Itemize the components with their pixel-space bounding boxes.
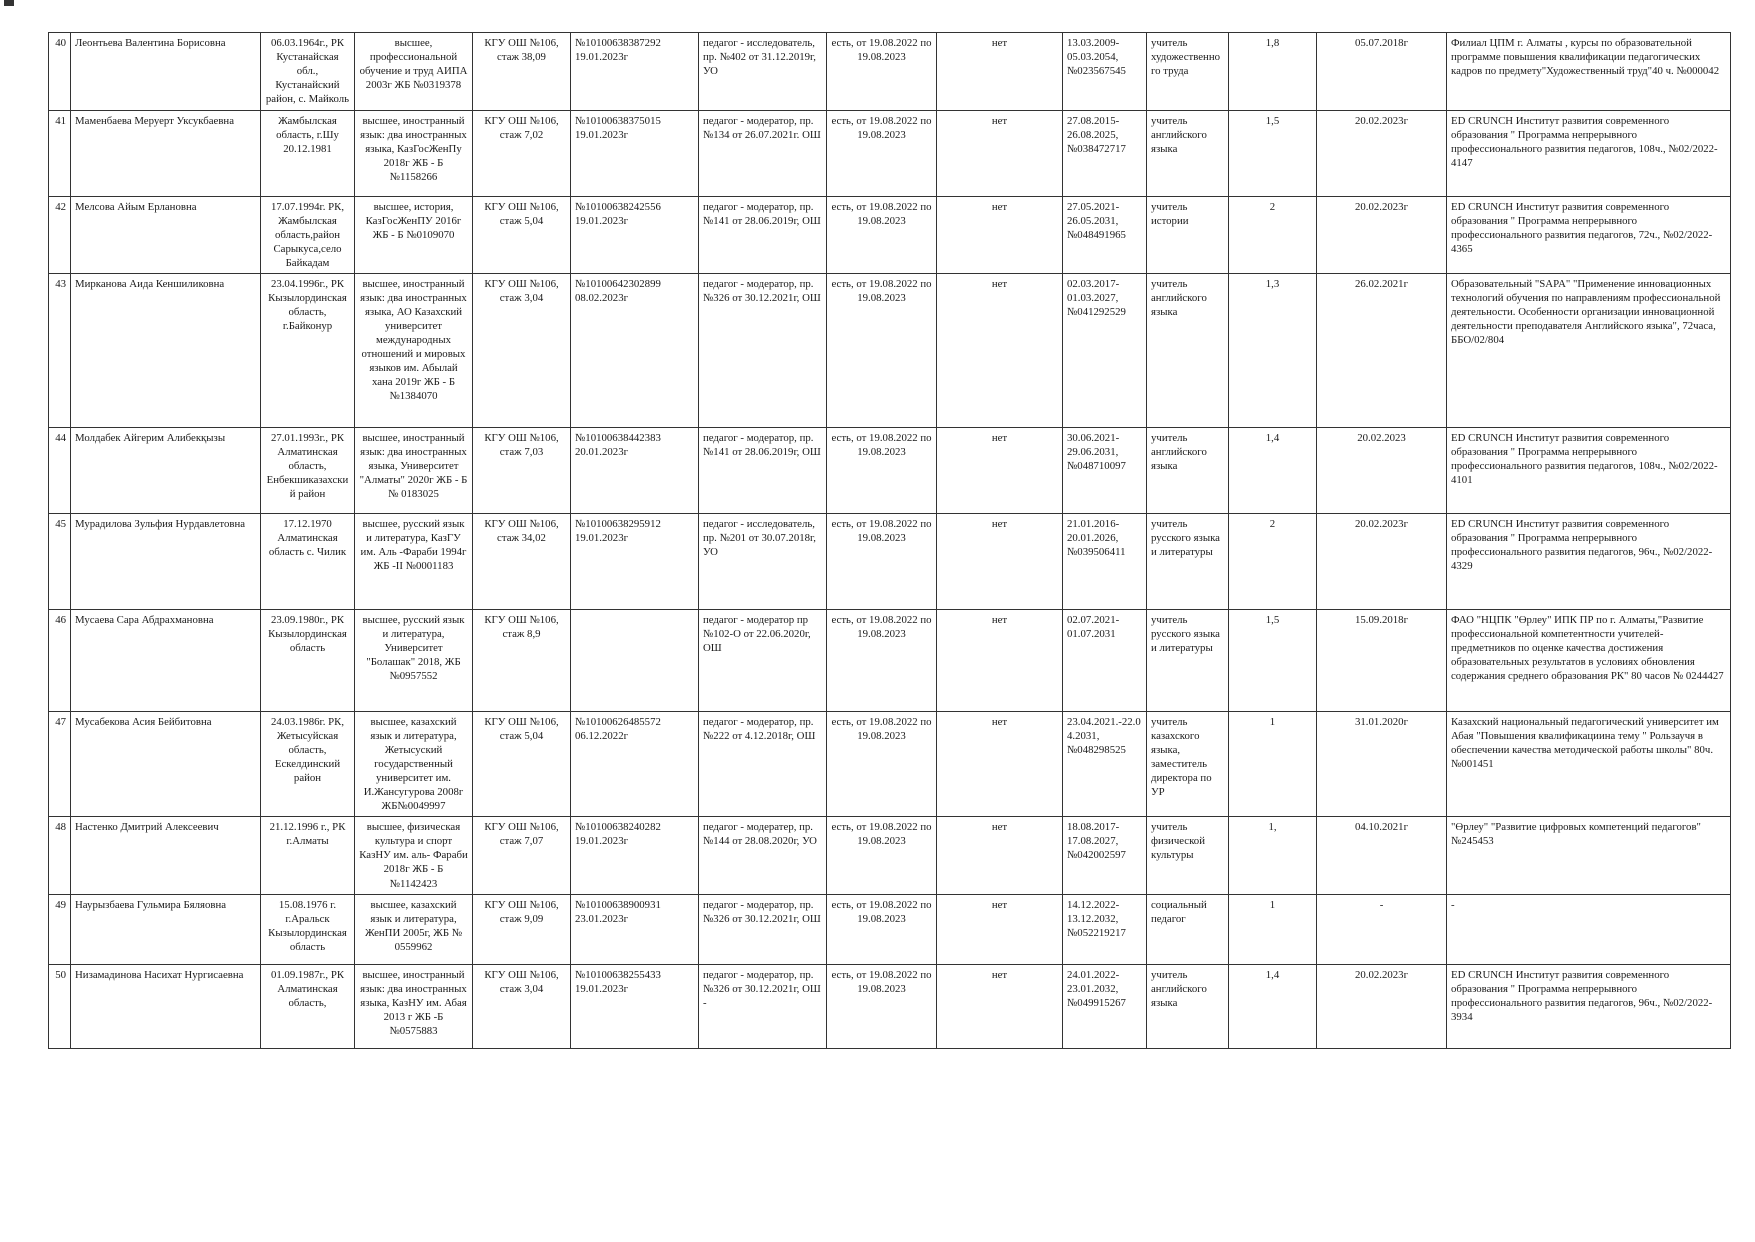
cell-retraining: нет — [937, 111, 1063, 197]
cell-qualification: педагог - модератор пр №102-О от 22.06.2020г, ОШ — [699, 610, 827, 712]
cell-retraining: нет — [937, 428, 1063, 514]
table-row — [49, 514, 1731, 610]
cell-certificate: есть, от 19.08.2022 по 19.08.2023 — [827, 894, 937, 964]
cell-org: КГУ ОШ №106, стаж 9,09 — [473, 894, 571, 964]
cell-birth: 23.09.1980г., РК Кызылординская область — [261, 610, 355, 712]
cell-education: высшее, иностранный язык: два иностранных языка, Университет "Алматы" 2020г ЖБ - Б № 0183025 — [355, 428, 473, 514]
cell-diploma: 18.08.2017-17.08.2027, №042002597 — [1063, 817, 1147, 894]
cell-specialty: учитель казахского языка, заместитель директора по УР — [1147, 712, 1229, 817]
cell-courses: ФАО "НЦПК "Өрлеу" ИПК ПР по г. Алматы,"Развитие профессиональной компетентности учителей-предметников по оценке качества достижения образовательных результатов в условиях обновления содержания среднего образования РК" 80 часов № 0244427 — [1447, 610, 1731, 712]
cell-retraining: нет — [937, 610, 1063, 712]
staff-table — [48, 32, 1731, 1049]
cell-birth: 17.12.1970 Алматинская область с. Чилик — [261, 514, 355, 610]
cell-diploma: 13.03.2009-05.03.2054, №023567545 — [1063, 33, 1147, 111]
cell-category: №10100638240282 19.01.2023г — [571, 817, 699, 894]
cell-num: 41 — [49, 111, 71, 197]
cell-birth: 21.12.1996 г., РК г.Алматы — [261, 817, 355, 894]
cell-specialty: учитель английского языка — [1147, 111, 1229, 197]
cell-certificate: есть, от 19.08.2022 по 19.08.2023 — [827, 712, 937, 817]
cell-education: высшее, русский язык и литература, Университет "Болашак" 2018, ЖБ №0957552 — [355, 610, 473, 712]
cell-qualification: педагог - модератор, пр. №326 от 30.12.2021г, ОШ — [699, 894, 827, 964]
cell-birth: 15.08.1976 г. г.Аральск Кызылординская область — [261, 894, 355, 964]
cell-name: Молдабек Айгерим Алибекқызы — [71, 428, 261, 514]
cell-certificate: есть, от 19.08.2022 по 19.08.2023 — [827, 428, 937, 514]
cell-name: Мирканова Аида Кеншиликовна — [71, 274, 261, 428]
cell-category: №10100626485572 06.12.2022г — [571, 712, 699, 817]
cell-course-date: 20.02.2023г — [1317, 514, 1447, 610]
table-row — [49, 274, 1731, 428]
cell-retraining: нет — [937, 817, 1063, 894]
cell-birth: 24.03.1986г. РК, Жетысуйская область, Ескелдинский район — [261, 712, 355, 817]
cell-num: 44 — [49, 428, 71, 514]
cell-diploma: 23.04.2021.-22.04.2031, №048298525 — [1063, 712, 1147, 817]
cell-retraining: нет — [937, 894, 1063, 964]
cell-org: КГУ ОШ №106, стаж 38,09 — [473, 33, 571, 111]
cell-course-date: 20.02.2023г — [1317, 197, 1447, 274]
cell-hours: 1 — [1229, 894, 1317, 964]
cell-education: высшее, физическая культура и спорт КазНУ им. аль- Фараби 2018г ЖБ - Б №1142423 — [355, 817, 473, 894]
cell-courses: "Өрлеу" "Развитие цифровых компетенций педагогов" №245453 — [1447, 817, 1731, 894]
cell-num: 50 — [49, 964, 71, 1048]
table-row — [49, 964, 1731, 1048]
cell-org: КГУ ОШ №106, стаж 34,02 — [473, 514, 571, 610]
cell-education: высшее, иностранный язык: два иностранных языка, КазГосЖенПу 2018г ЖБ - Б №1158266 — [355, 111, 473, 197]
table-row — [49, 894, 1731, 964]
cell-diploma: 02.03.2017-01.03.2027, №041292529 — [1063, 274, 1147, 428]
scan-corner-mark — [4, 0, 14, 6]
cell-hours: 1,8 — [1229, 33, 1317, 111]
cell-birth: 23.04.1996г., РК Кызылординская область, г.Байконур — [261, 274, 355, 428]
cell-certificate: есть, от 19.08.2022 по 19.08.2023 — [827, 197, 937, 274]
cell-category: №10100638387292 19.01.2023г — [571, 33, 699, 111]
cell-hours: 1, — [1229, 817, 1317, 894]
cell-course-date: 26.02.2021г — [1317, 274, 1447, 428]
cell-certificate: есть, от 19.08.2022 по 19.08.2023 — [827, 610, 937, 712]
cell-courses: ED CRUNCH Институт развития современного образования " Программа непрерывного профессионального развития педагогов, 96ч., №02/2022-3934 — [1447, 964, 1731, 1048]
cell-hours: 1,5 — [1229, 610, 1317, 712]
cell-specialty: социальный педагог — [1147, 894, 1229, 964]
cell-qualification: педагог - модератор, пр. №141 от 28.06.2019г, ОШ — [699, 428, 827, 514]
cell-specialty: учитель английского языка — [1147, 428, 1229, 514]
cell-name: Леонтьева Валентина Борисовна — [71, 33, 261, 111]
cell-category: №10100638295912 19.01.2023г — [571, 514, 699, 610]
cell-category: №10100638255433 19.01.2023г — [571, 964, 699, 1048]
cell-name: Мурадилова Зульфия Нурдавлетовна — [71, 514, 261, 610]
cell-birth: 17.07.1994г. РК, Жамбылская область,район Сарыкуса,село Байкадам — [261, 197, 355, 274]
cell-org: КГУ ОШ №106, стаж 3,04 — [473, 964, 571, 1048]
cell-qualification: педагог - модератор, пр. №141 от 28.06.2019г, ОШ — [699, 197, 827, 274]
cell-retraining: нет — [937, 33, 1063, 111]
cell-num: 49 — [49, 894, 71, 964]
cell-org: КГУ ОШ №106, стаж 8,9 — [473, 610, 571, 712]
cell-education: высшее, русский язык и литература, КазГУ им. Аль -Фараби 1994г ЖБ -II №0001183 — [355, 514, 473, 610]
cell-course-date: 31.01.2020г — [1317, 712, 1447, 817]
cell-specialty: учитель русского языка и литературы — [1147, 610, 1229, 712]
cell-course-date: 20.02.2023 — [1317, 428, 1447, 514]
cell-diploma: 30.06.2021-29.06.2031, №048710097 — [1063, 428, 1147, 514]
cell-courses: Филиал ЦПМ г. Алматы , курсы по образовательной программе повышения квалификации педагогических кадров по предмету"Художественный труд"40 ч. №000042 — [1447, 33, 1731, 111]
cell-certificate: есть, от 19.08.2022 по 19.08.2023 — [827, 514, 937, 610]
cell-name: Низамадинова Насихат Нургисаевна — [71, 964, 261, 1048]
cell-retraining: нет — [937, 964, 1063, 1048]
cell-num: 45 — [49, 514, 71, 610]
cell-courses: Образовательный "SAPA" "Применение инновационных технологий обучения по направлениям профессиональной деятельности. Особенности организации инновационной деятельности преподавателя Английского языка", 72часа, ББО/02/804 — [1447, 274, 1731, 428]
cell-courses: ED CRUNCH Институт развития современного образования " Программа непрерывного профессионального развития педагогов, 96ч., №02/2022-4329 — [1447, 514, 1731, 610]
cell-name: Мусабекова Асия Бейбитовна — [71, 712, 261, 817]
cell-specialty: учитель художественного труда — [1147, 33, 1229, 111]
cell-certificate: есть, от 19.08.2022 по 19.08.2023 — [827, 33, 937, 111]
cell-courses: Казахский национальный педагогический университет им Абая "Повышения квалификациина тему " Рользаучя в обеспечении качества методической работы школы" 80ч. №001451 — [1447, 712, 1731, 817]
cell-hours: 1,4 — [1229, 428, 1317, 514]
cell-name: Мусаева Сара Абдрахмановна — [71, 610, 261, 712]
table-row — [49, 817, 1731, 894]
cell-hours: 1,3 — [1229, 274, 1317, 428]
cell-qualification: педагог - модератер, пр. №144 от 28.08.2020г, УО — [699, 817, 827, 894]
cell-specialty: учитель физической культуры — [1147, 817, 1229, 894]
cell-course-date: 04.10.2021г — [1317, 817, 1447, 894]
cell-name: Настенко Дмитрий Алексеевич — [71, 817, 261, 894]
cell-qualification: педагог - исследователь, пр. №402 от 31.12.2019г, УО — [699, 33, 827, 111]
cell-courses: ED CRUNCH Институт развития современного образования " Программа непрерывного профессионального развития педагогов, 72ч., №02/2022-4365 — [1447, 197, 1731, 274]
cell-certificate: есть, от 19.08.2022 по 19.08.2023 — [827, 274, 937, 428]
cell-retraining: нет — [937, 197, 1063, 274]
cell-course-date: 15.09.2018г — [1317, 610, 1447, 712]
cell-birth: 27.01.1993г., РК Алматинская область, Енбекшиказахский район — [261, 428, 355, 514]
cell-certificate: есть, от 19.08.2022 по 19.08.2023 — [827, 817, 937, 894]
cell-courses: - — [1447, 894, 1731, 964]
cell-category: №10100638242556 19.01.2023г — [571, 197, 699, 274]
table-row — [49, 712, 1731, 817]
cell-education: высшее, иностранный язык: два иностранных языка, АО Казахский университет международных отношений и мировых языков им. Абылай хана 2019г ЖБ - Б №1384070 — [355, 274, 473, 428]
table-row — [49, 428, 1731, 514]
table-row — [49, 610, 1731, 712]
cell-courses: ED CRUNCH Институт развития современного образования " Программа непрерывного профессионального развития педагогов, 108ч., №02/2022-4147 — [1447, 111, 1731, 197]
cell-retraining: нет — [937, 712, 1063, 817]
cell-specialty: учитель русского языка и литературы — [1147, 514, 1229, 610]
cell-num: 43 — [49, 274, 71, 428]
cell-category — [571, 610, 699, 712]
cell-courses: ED CRUNCH Институт развития современного образования " Программа непрерывного профессионального развития педагогов, 108ч., №02/2022-4101 — [1447, 428, 1731, 514]
cell-birth: Жамбылская область, г.Шу 20.12.1981 — [261, 111, 355, 197]
cell-hours: 1,4 — [1229, 964, 1317, 1048]
cell-hours: 2 — [1229, 197, 1317, 274]
cell-num: 40 — [49, 33, 71, 111]
cell-course-date: 20.02.2023г — [1317, 111, 1447, 197]
cell-num: 46 — [49, 610, 71, 712]
cell-org: КГУ ОШ №106, стаж 3,04 — [473, 274, 571, 428]
cell-diploma: 24.01.2022-23.01.2032, №049915267 — [1063, 964, 1147, 1048]
cell-qualification: педагог - модератор, пр. №134 от 26.07.2021г. ОШ — [699, 111, 827, 197]
cell-org: КГУ ОШ №106, стаж 7,02 — [473, 111, 571, 197]
cell-diploma: 27.05.2021-26.05.2031, №048491965 — [1063, 197, 1147, 274]
cell-education: высшее, иностранный язык: два иностранных языка, КазНУ им. Абая 2013 г ЖБ -Б №0575883 — [355, 964, 473, 1048]
cell-education: высшее, казахский язык и литература, Жетысуский государственный университет им. И.Жансугурова 2008г ЖБ№0049997 — [355, 712, 473, 817]
cell-num: 48 — [49, 817, 71, 894]
cell-num: 42 — [49, 197, 71, 274]
cell-category: №10100638375015 19.01.2023г — [571, 111, 699, 197]
cell-name: Маменбаева Меруерт Уксукбаевна — [71, 111, 261, 197]
cell-education: высшее, профессиональной обучение и труд АИПА 2003г ЖБ №0319378 — [355, 33, 473, 111]
cell-name: Мелсова Айым Ерлановна — [71, 197, 261, 274]
cell-qualification: педагог - модератор, пр. №326 от 30.12.2021г, ОШ — [699, 274, 827, 428]
table-row — [49, 197, 1731, 274]
cell-certificate: есть, от 19.08.2022 по 19.08.2023 — [827, 111, 937, 197]
cell-specialty: учитель истории — [1147, 197, 1229, 274]
cell-specialty: учитель английского языка — [1147, 274, 1229, 428]
cell-category: №10100638442383 20.01.2023г — [571, 428, 699, 514]
cell-category: №10100638900931 23.01.2023г — [571, 894, 699, 964]
cell-retraining: нет — [937, 514, 1063, 610]
cell-hours: 1 — [1229, 712, 1317, 817]
cell-name: Наурызбаева Гульмира Бяляовна — [71, 894, 261, 964]
cell-diploma: 02.07.2021-01.07.2031 — [1063, 610, 1147, 712]
cell-qualification: педагог - исследователь, пр. №201 от 30.07.2018г, УО — [699, 514, 827, 610]
cell-qualification: педагог - модератор, пр. №326 от 30.12.2021г, ОШ - — [699, 964, 827, 1048]
cell-diploma: 21.01.2016-20.01.2026, №039506411 — [1063, 514, 1147, 610]
cell-course-date: - — [1317, 894, 1447, 964]
cell-org: КГУ ОШ №106, стаж 5,04 — [473, 712, 571, 817]
cell-birth: 01.09.1987г., РК Алматинская область, — [261, 964, 355, 1048]
cell-certificate: есть, от 19.08.2022 по 19.08.2023 — [827, 964, 937, 1048]
table-row — [49, 33, 1731, 111]
cell-num: 47 — [49, 712, 71, 817]
cell-org: КГУ ОШ №106, стаж 7,03 — [473, 428, 571, 514]
cell-course-date: 05.07.2018г — [1317, 33, 1447, 111]
cell-specialty: учитель английского языка — [1147, 964, 1229, 1048]
cell-birth: 06.03.1964г., РК Кустанайская обл., Кустанайский район, с. Майколь — [261, 33, 355, 111]
cell-category: №10100642302899 08.02.2023г — [571, 274, 699, 428]
cell-education: высшее, история, КазГосЖенПУ 2016г ЖБ - Б №0109070 — [355, 197, 473, 274]
cell-hours: 2 — [1229, 514, 1317, 610]
table-row — [49, 111, 1731, 197]
cell-diploma: 27.08.2015-26.08.2025, №038472717 — [1063, 111, 1147, 197]
cell-org: КГУ ОШ №106, стаж 7,07 — [473, 817, 571, 894]
cell-retraining: нет — [937, 274, 1063, 428]
cell-diploma: 14.12.2022-13.12.2032, №052219217 — [1063, 894, 1147, 964]
cell-org: КГУ ОШ №106, стаж 5,04 — [473, 197, 571, 274]
cell-education: высшее, казахский язык и литература, ЖенПИ 2005г, ЖБ № 0559962 — [355, 894, 473, 964]
cell-course-date: 20.02.2023г — [1317, 964, 1447, 1048]
cell-hours: 1,5 — [1229, 111, 1317, 197]
cell-qualification: педагог - модератор, пр. №222 от 4.12.2018г, ОШ — [699, 712, 827, 817]
